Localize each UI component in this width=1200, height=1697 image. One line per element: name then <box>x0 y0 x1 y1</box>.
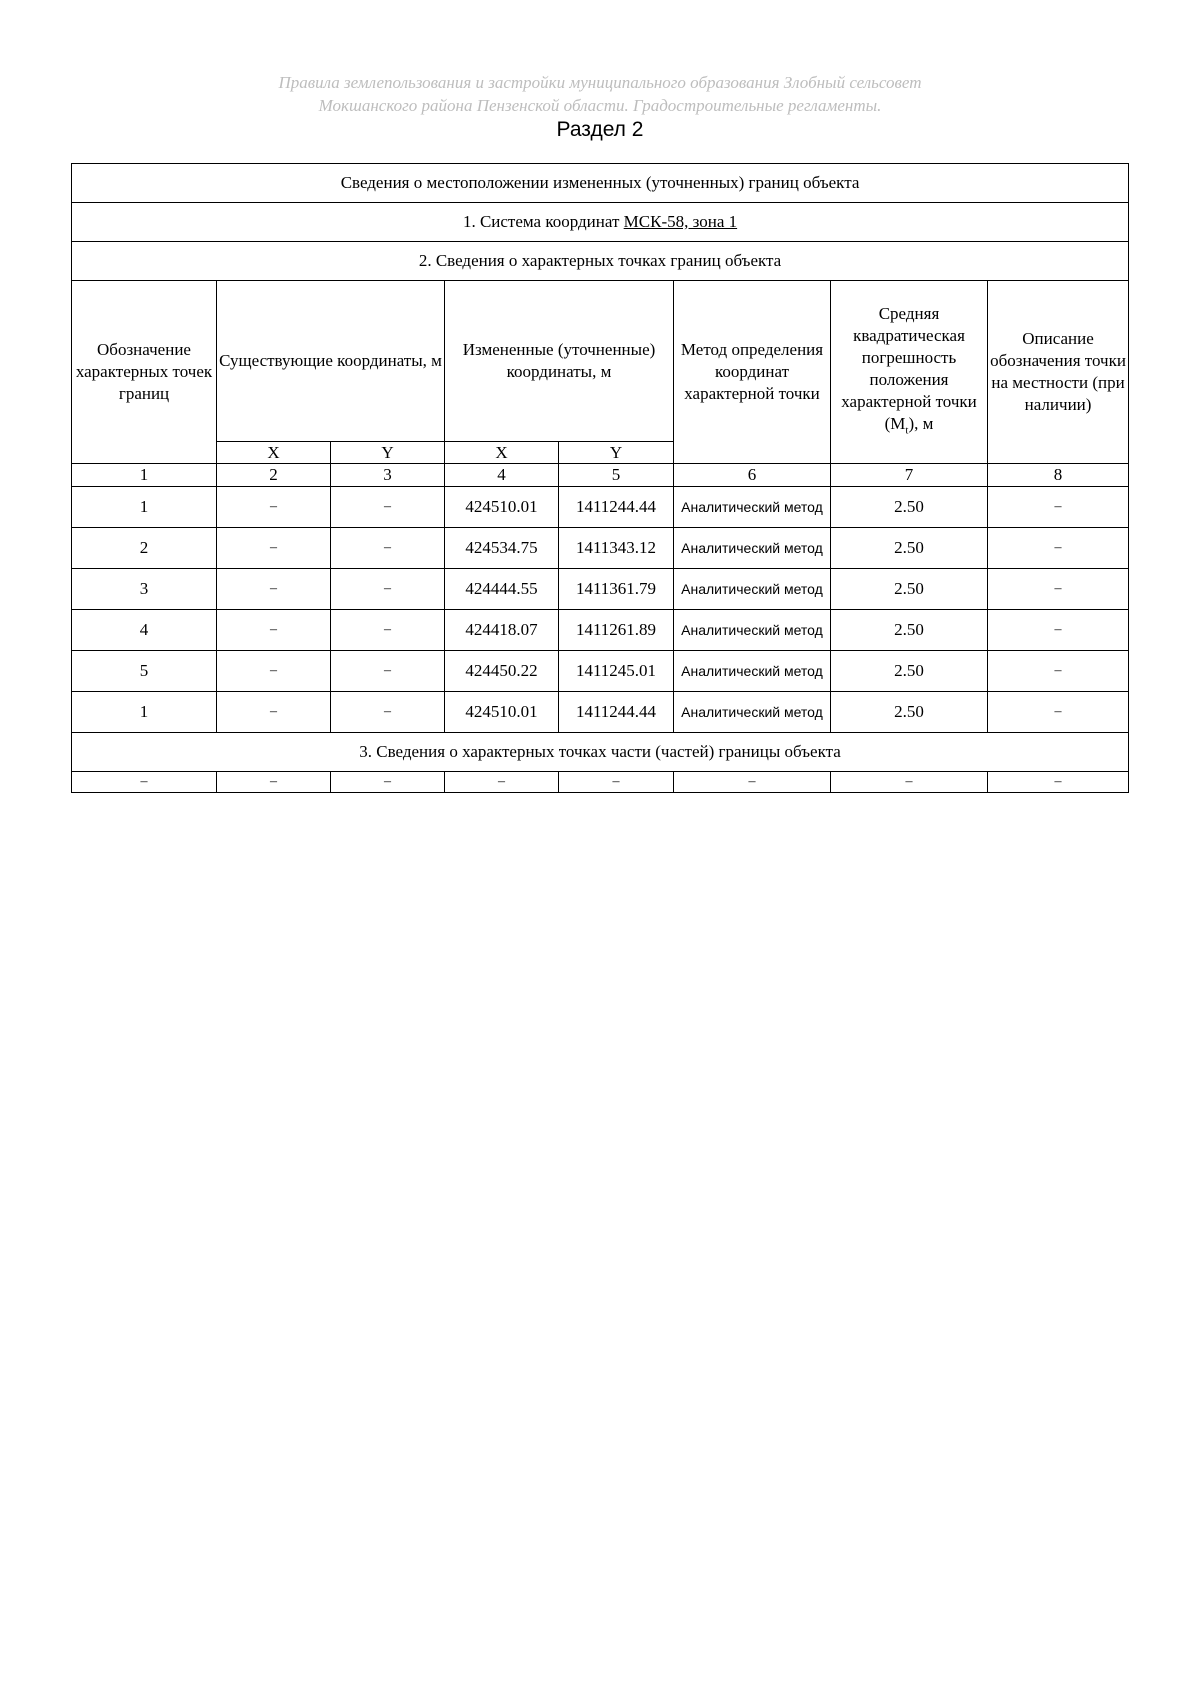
cell-x: 424510.01 <box>445 692 559 733</box>
table-title: Сведения о местоположении измененных (уточненных) границ объекта <box>72 164 1129 203</box>
cell-existing-y: – <box>331 487 445 528</box>
cell-x: 424450.22 <box>445 651 559 692</box>
cell-existing-x: – <box>217 692 331 733</box>
cell-error: 2.50 <box>831 487 988 528</box>
cell-point: 4 <box>72 610 217 651</box>
cell-existing-x: – <box>217 528 331 569</box>
cell-description: – <box>988 569 1129 610</box>
cell-x: 424444.55 <box>445 569 559 610</box>
col-number: 1 <box>72 464 217 487</box>
col-header-designation: Обозначение характерных точек границ <box>72 281 217 464</box>
cell-description: – <box>988 651 1129 692</box>
col-header-error <box>831 281 988 464</box>
cell-point: 5 <box>72 651 217 692</box>
cell-existing-y: – <box>331 528 445 569</box>
cell-existing-x: – <box>217 487 331 528</box>
table-row <box>72 651 1129 692</box>
cell-method: Аналитический метод <box>674 528 831 569</box>
cell-method: Аналитический метод <box>674 692 831 733</box>
table-row <box>72 610 1129 651</box>
col-header-error-sub: t <box>905 424 909 437</box>
sub-header-changed-y: Y <box>559 442 674 464</box>
watermark-line-1: Правила землепользования и застройки муниципального образования Злобный сельсовет <box>278 73 922 92</box>
cell-y: 1411361.79 <box>559 569 674 610</box>
col-number: 2 <box>217 464 331 487</box>
sub-header-existing-y: Y <box>331 442 445 464</box>
parts-cell: – <box>674 772 831 793</box>
cell-existing-y: – <box>331 610 445 651</box>
cell-existing-x: – <box>217 651 331 692</box>
cell-error: 2.50 <box>831 610 988 651</box>
parts-cell: – <box>72 772 217 793</box>
cell-y: 1411343.12 <box>559 528 674 569</box>
col-header-method: Метод определения координат характерной точки <box>674 281 831 464</box>
cell-existing-y: – <box>331 569 445 610</box>
col-number: 3 <box>331 464 445 487</box>
table-row <box>72 528 1129 569</box>
col-number: 6 <box>674 464 831 487</box>
table-row <box>72 692 1129 733</box>
cell-description: – <box>988 487 1129 528</box>
cell-existing-x: – <box>217 569 331 610</box>
parts-cell: – <box>988 772 1129 793</box>
parts-cell: – <box>445 772 559 793</box>
col-number: 5 <box>559 464 674 487</box>
col-header-error-end: ), м <box>908 413 934 433</box>
section-title: Раздел 2 <box>556 118 644 141</box>
cell-description: – <box>988 692 1129 733</box>
parts-cell: – <box>331 772 445 793</box>
cell-x: 424418.07 <box>445 610 559 651</box>
column-number-row <box>72 464 1129 487</box>
coord-system-label: 1. Система координат <box>462 212 624 231</box>
parts-cell: – <box>217 772 331 793</box>
cell-method: Аналитический метод <box>674 487 831 528</box>
sub-header-changed-x: X <box>445 442 559 464</box>
watermark-line-2: Мокшанского района Пензенской области. Градостроительные регламенты. <box>318 96 882 115</box>
cell-method: Аналитический метод <box>674 569 831 610</box>
cell-existing-y: – <box>331 651 445 692</box>
sub-header-existing-x: X <box>217 442 331 464</box>
cell-existing-x: – <box>217 610 331 651</box>
cell-description: – <box>988 610 1129 651</box>
col-number: 4 <box>445 464 559 487</box>
cell-method: Аналитический метод <box>674 651 831 692</box>
cell-error: 2.50 <box>831 651 988 692</box>
col-header-error-text: Средняя квадратическая погрешность положения характерной точки (M <box>841 303 977 433</box>
col-header-description: Описание обозначения точки на местности (при наличии) <box>988 281 1129 464</box>
points-heading: 2. Сведения о характерных точках границ объекта <box>72 242 1129 281</box>
cell-x: 424510.01 <box>445 487 559 528</box>
cell-x: 424534.75 <box>445 528 559 569</box>
cell-error: 2.50 <box>831 692 988 733</box>
parts-heading: 3. Сведения о характерных точках части (частей) границы объекта <box>72 733 1129 772</box>
cell-method: Аналитический метод <box>674 610 831 651</box>
table-row <box>72 569 1129 610</box>
parts-row <box>72 772 1129 793</box>
cell-existing-y: – <box>331 692 445 733</box>
coord-system-row <box>72 203 1129 242</box>
cell-y: 1411244.44 <box>559 692 674 733</box>
coord-system-value: МСК-58, зона 1 <box>623 212 738 231</box>
cell-point: 3 <box>72 569 217 610</box>
cell-point: 1 <box>72 692 217 733</box>
table-row <box>72 487 1129 528</box>
col-header-changed: Измененные (уточненные) координаты, м <box>445 281 674 442</box>
col-number: 8 <box>988 464 1129 487</box>
cell-description: – <box>988 528 1129 569</box>
cell-y: 1411245.01 <box>559 651 674 692</box>
parts-cell: – <box>831 772 988 793</box>
boundary-table <box>71 163 1129 793</box>
cell-point: 2 <box>72 528 217 569</box>
parts-cell: – <box>559 772 674 793</box>
cell-y: 1411244.44 <box>559 487 674 528</box>
cell-y: 1411261.89 <box>559 610 674 651</box>
cell-error: 2.50 <box>831 528 988 569</box>
col-header-existing: Существующие координаты, м <box>217 281 445 442</box>
col-number: 7 <box>831 464 988 487</box>
cell-point: 1 <box>72 487 217 528</box>
cell-error: 2.50 <box>831 569 988 610</box>
